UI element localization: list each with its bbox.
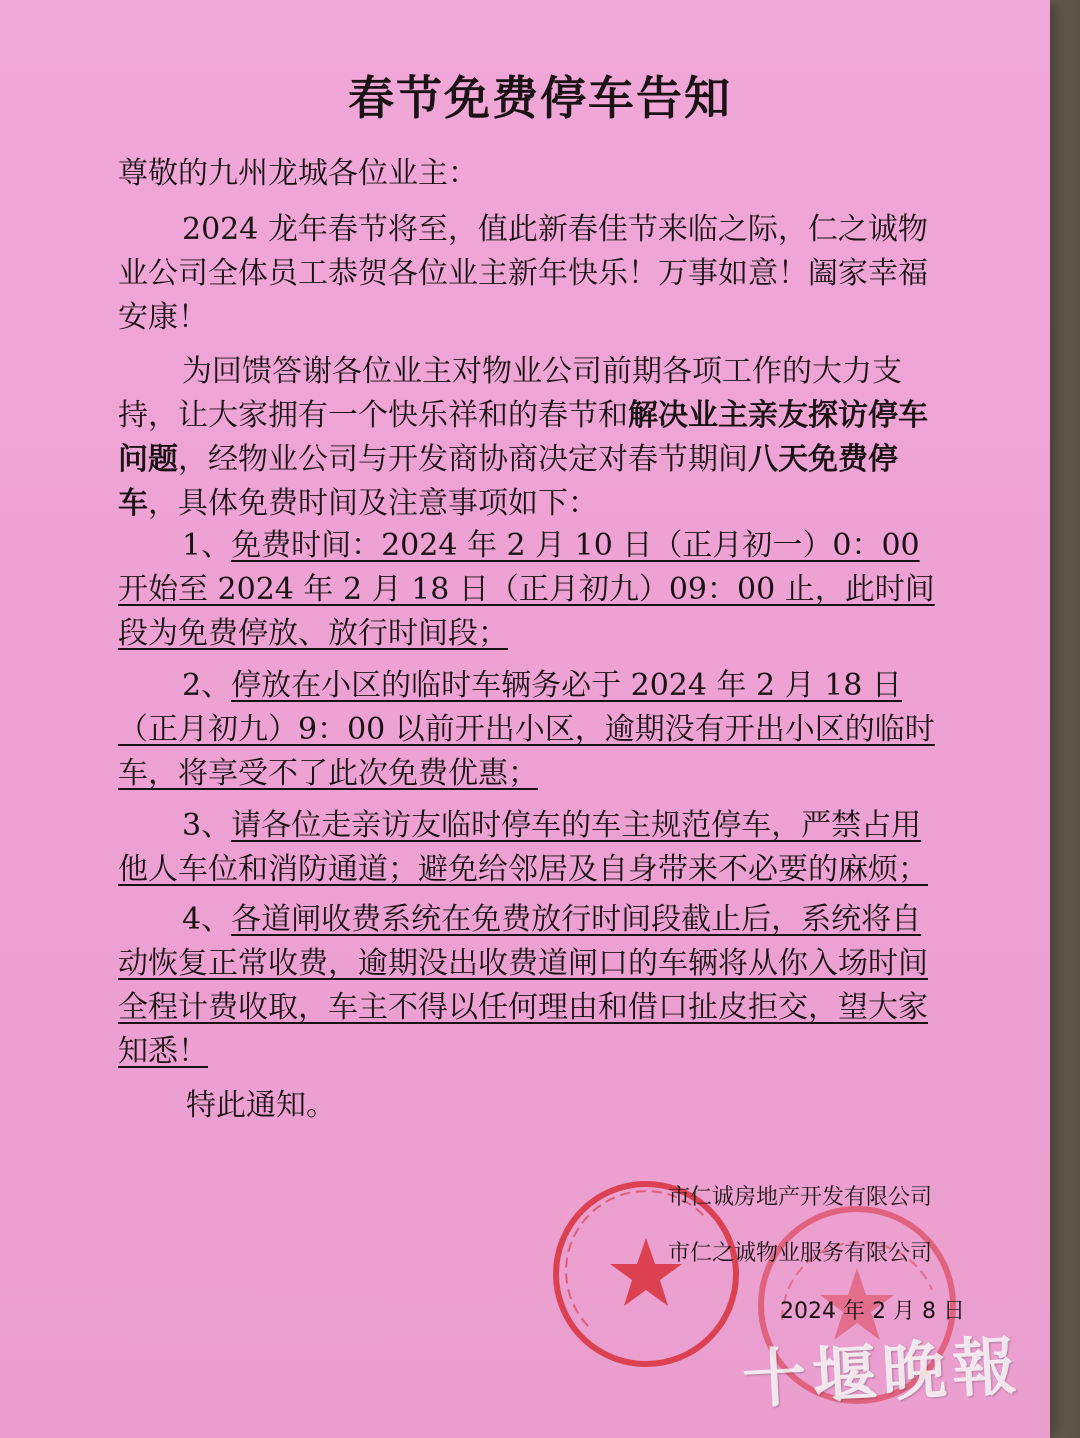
reason-text-3: ，具体免费时间及注意事项如下： [148, 486, 598, 521]
item-4-number: 4、 [182, 902, 232, 937]
reason-bold-1: 解决业主亲友探访停车问题 [118, 398, 928, 477]
notice-title: 春节免费停车告知 [348, 71, 732, 125]
item-3-text: 请各位走亲访友临时停车的车主规范停车，严禁占用他人车位和消防通道；避免给邻居及自身带来不必要的麻烦； [118, 808, 928, 887]
item-2-number: 2、 [182, 668, 232, 703]
item-3-number: 3、 [182, 808, 232, 843]
item-4 [118, 898, 948, 1074]
item-2 [118, 664, 948, 796]
closing-text: 特此通知。 [186, 1088, 336, 1123]
reason-text-2: ，经物业公司与开发商协商决定对春节期间 [178, 442, 748, 477]
intro-paragraph [118, 208, 948, 340]
reason-bold-2: 八天免费停车 [118, 442, 898, 521]
item-1 [118, 524, 948, 656]
reason-text-1: 为回馈答谢各位业主对物业公司前期各项工作的大力支持，让大家拥有一个快乐祥和的春节和 [118, 354, 902, 433]
item-1-text: 免费时间：2024 年 2 月 10 日（正月初一）0：00 开始至 2024 年 2 月 18 日（正月初九）09：00 止，此时间段为免费停放、放行时间段； [118, 528, 935, 651]
signature-company-1: 市仁诚房地产开发有限公司 [668, 1185, 933, 1210]
newspaper-watermark: 十堰晚報 [740, 1328, 1025, 1419]
item-1-number: 1、 [182, 528, 232, 563]
item-2-text: 停放在小区的临时车辆务必于 2024 年 2 月 18 日（正月初九）9：00 以前开出小区，逾期没有开出小区的临时车，将享受不了此次免费优惠； [118, 668, 935, 791]
item-3 [118, 804, 948, 892]
intro-text: 2024 龙年春节将至，值此新春佳节来临之际，仁之诚物业公司全体员工恭贺各位业主新年快乐！万事如意！阖家幸福安康！ [118, 212, 928, 335]
reason-paragraph [118, 350, 948, 526]
signature-date: 2024 年 2 月 8 日 [780, 1299, 965, 1324]
signature-company-2: 市仁之诚物业服务有限公司 [668, 1241, 933, 1266]
salutation: 尊敬的九州龙城各位业主： [118, 156, 478, 191]
item-4-text: 各道闸收费系统在免费放行时间段截止后，系统将自动恢复正常收费，逾期没出收费道闸口的车辆将从你入场时间全程计费收取，车主不得以任何理由和借口扯皮拒交，望大家知悉！ [118, 902, 928, 1069]
